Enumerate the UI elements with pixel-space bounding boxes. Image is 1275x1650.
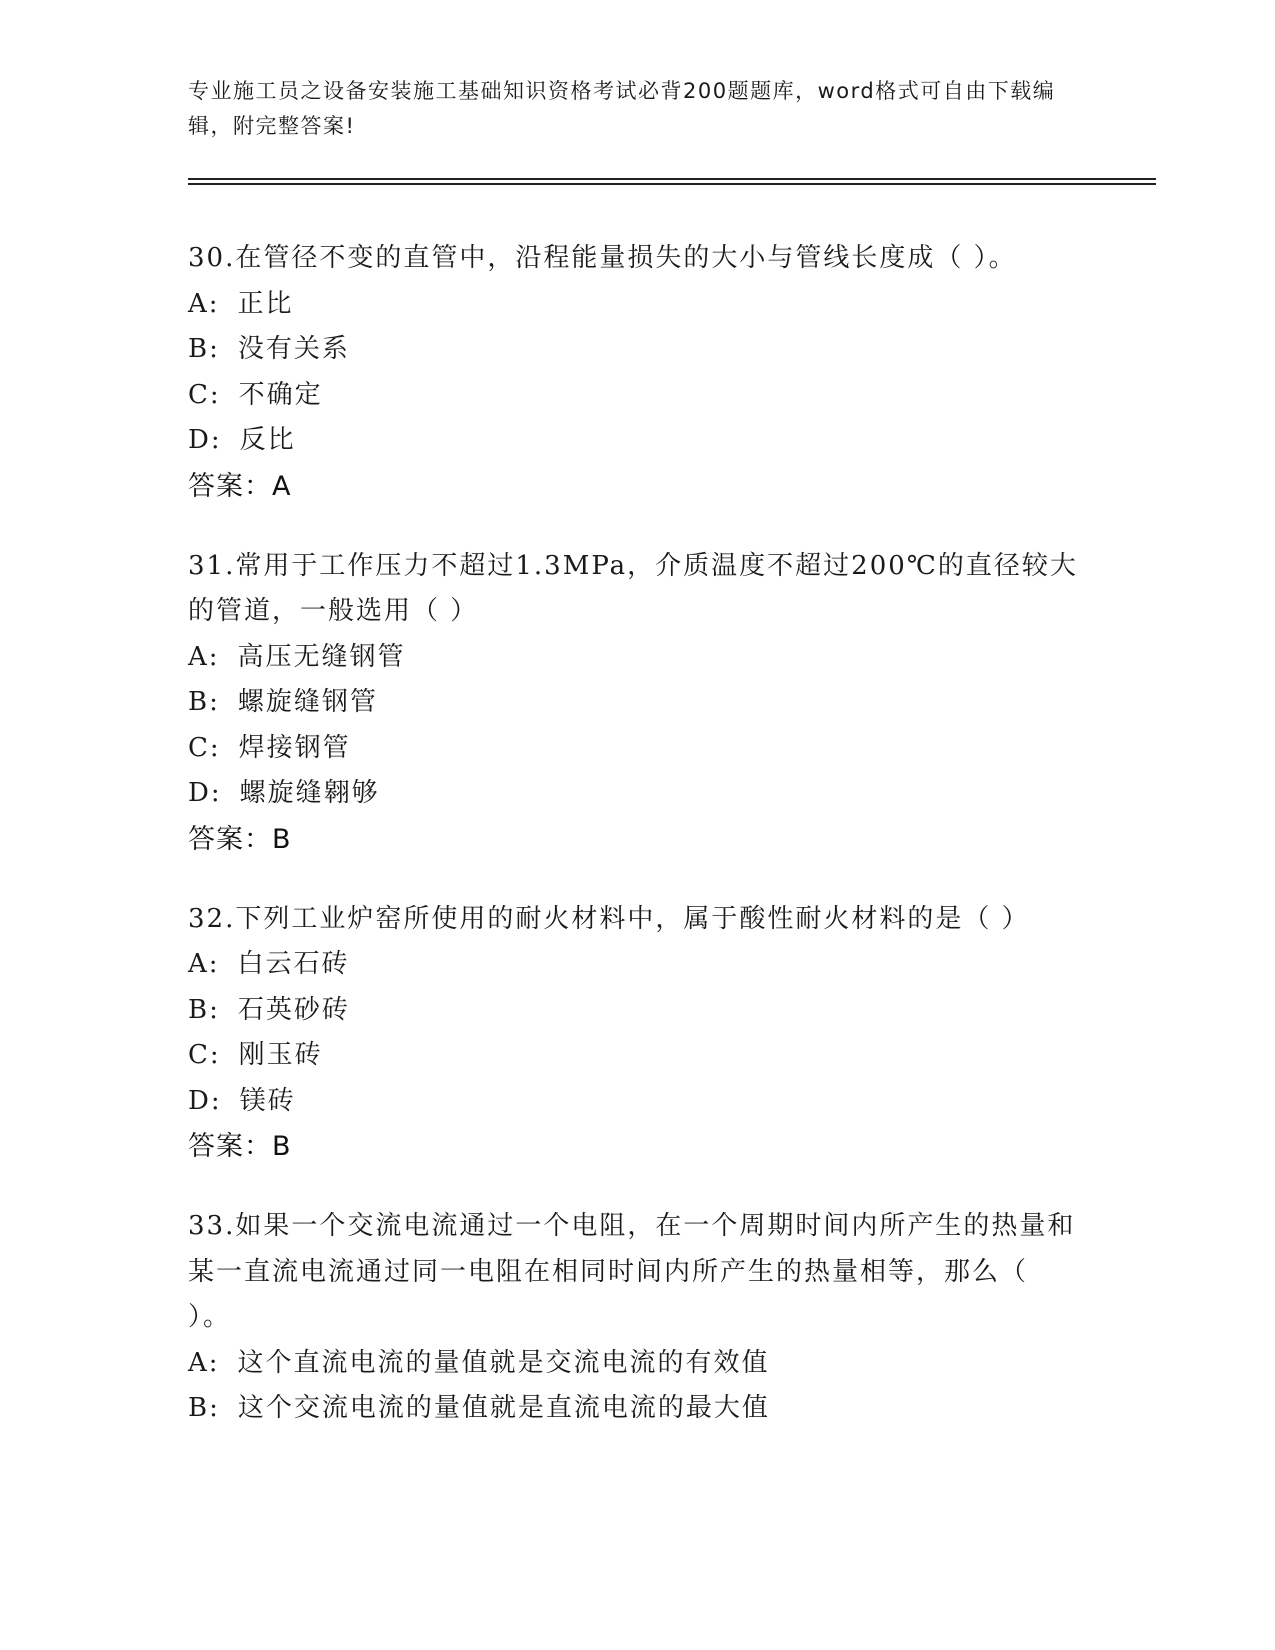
option-letter: A: <box>188 1347 220 1378</box>
document-header: 专业施工员之设备安装施工基础知识资格考试必背200题题库，word格式可自由下载编辑，附完整答案! <box>188 79 1056 138</box>
option-d <box>188 1079 1088 1125</box>
answer-line: 答案：B <box>188 823 292 855</box>
option-text: 螺旋缝钢管 <box>237 687 378 717</box>
question-stem: 33.如果一个交流电流通过一个电阻，在一个周期时间内所产生的热量和某一直流电流通过同一电阻在相同时间内所产生的热量相等，那么（ ）。 <box>188 1211 1076 1332</box>
option-text: 镁砖 <box>239 1085 296 1116</box>
answer-line: 答案：B <box>188 1131 292 1162</box>
option-letter: C: <box>188 1040 221 1070</box>
answer-line: 答案：A <box>188 470 292 502</box>
option-d <box>188 771 1088 817</box>
option-text: 没有关系 <box>237 334 350 364</box>
header-divider-line <box>188 178 1156 180</box>
option-text: 反比 <box>239 425 296 455</box>
option-b <box>188 327 1088 373</box>
option-text: 刚玉砖 <box>238 1040 323 1070</box>
option-text: 不确定 <box>238 379 323 410</box>
option-text: 正比 <box>237 288 294 319</box>
option-text: 高压无缝钢管 <box>237 641 406 672</box>
option-c <box>188 373 1088 419</box>
question-stem: 32.下列工业炉窑所使用的耐火材料中，属于酸性耐火材料的是（ ） <box>188 903 1030 934</box>
option-text: 这个交流电流的量值就是直流电流的最大值 <box>237 1393 770 1423</box>
option-letter: D: <box>188 778 222 808</box>
option-letter: D: <box>188 1085 222 1116</box>
option-c <box>188 726 1088 772</box>
option-c <box>188 1033 1088 1079</box>
question-33 <box>188 1204 1088 1432</box>
option-letter: C: <box>188 379 221 410</box>
option-a <box>188 635 1088 681</box>
option-a <box>188 942 1088 988</box>
question-30 <box>188 236 1088 510</box>
option-text: 焊接钢管 <box>238 732 351 763</box>
option-letter: A: <box>188 949 220 979</box>
option-b <box>188 1386 1088 1432</box>
option-b <box>188 988 1088 1034</box>
option-letter: B: <box>188 994 220 1025</box>
option-letter: B: <box>188 687 220 717</box>
question-list <box>188 236 1088 1466</box>
option-d <box>188 418 1088 464</box>
option-letter: A: <box>188 288 220 319</box>
header-divider-line-second <box>188 183 1156 185</box>
option-a <box>188 282 1088 328</box>
option-a <box>188 1341 1088 1387</box>
question-stem: 30.在管径不变的直管中，沿程能量损失的大小与管线长度成（ ）。 <box>188 243 1017 273</box>
option-letter: B: <box>188 334 220 364</box>
question-32 <box>188 897 1088 1171</box>
option-letter: C: <box>188 732 221 763</box>
option-letter: B: <box>188 1393 220 1423</box>
option-text: 白云石砖 <box>237 949 350 979</box>
option-letter: A: <box>188 641 220 672</box>
option-text: 这个直流电流的量值就是交流电流的有效值 <box>237 1347 770 1378</box>
option-text: 螺旋缝翱够 <box>239 778 380 808</box>
option-text: 石英砂砖 <box>237 994 350 1025</box>
option-letter: D: <box>188 425 222 455</box>
question-stem: 31.常用于工作压力不超过1.3MPa，介质温度不超过200℃的直径较大的管道，一般选用（ ） <box>188 550 1078 626</box>
option-b <box>188 680 1088 726</box>
question-31 <box>188 544 1088 863</box>
